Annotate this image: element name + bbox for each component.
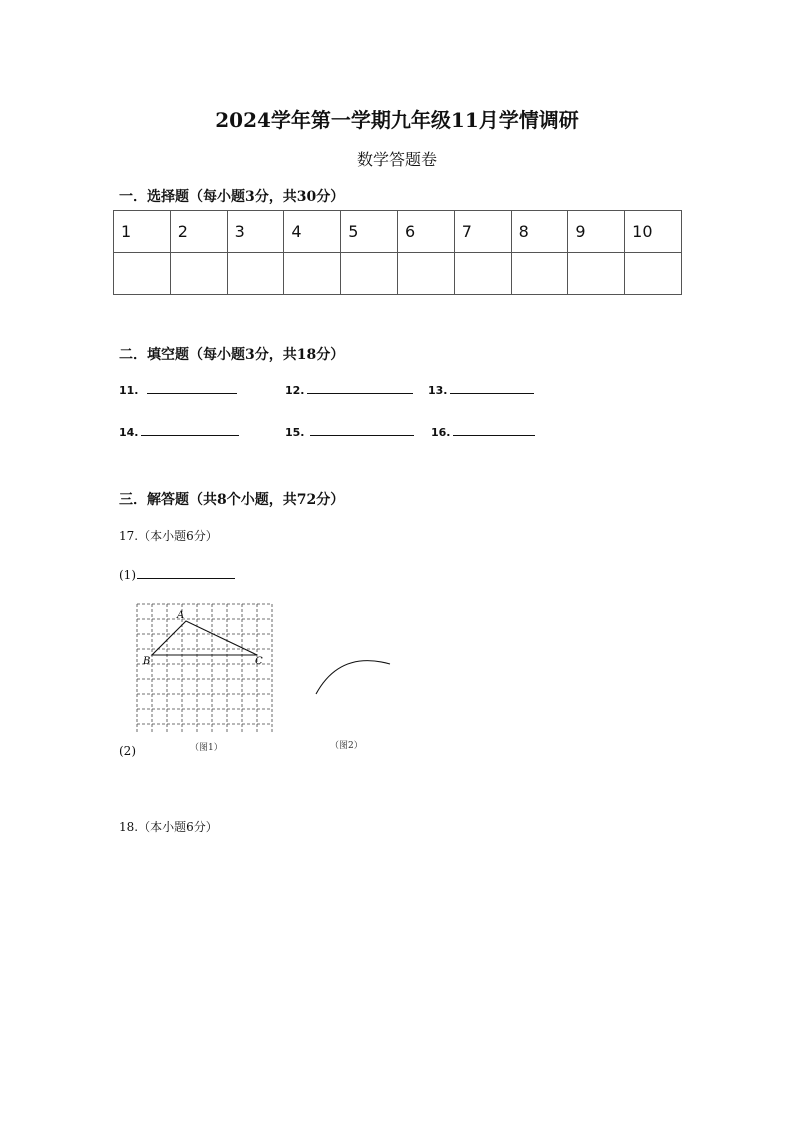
blank-12[interactable]: [285, 383, 413, 397]
question-number-cell: 9: [568, 211, 625, 253]
exam-subtitle: 数学答题卷: [356, 150, 437, 169]
blank-number: 13.: [428, 384, 448, 397]
blank-15[interactable]: [285, 425, 414, 439]
answer-cell[interactable]: [568, 253, 625, 295]
part-number: (1): [119, 568, 136, 582]
triangle-abc: [152, 621, 257, 655]
answer-cell[interactable]: [454, 253, 511, 295]
question-number-cell: 10: [625, 211, 682, 253]
blank-14[interactable]: [119, 425, 239, 439]
question-number-cell: 1: [114, 211, 171, 253]
question-number-cell: 7: [454, 211, 511, 253]
section-2-heading: 二．填空题（每小题3分，共18分）: [119, 347, 345, 363]
question-17-part-2: (2): [119, 744, 136, 758]
blank-11[interactable]: [119, 383, 237, 397]
question-number-cell: 3: [227, 211, 284, 253]
answer-line[interactable]: [141, 425, 239, 436]
section-3-heading: 三．解答题（共8个小题，共72分）: [119, 492, 345, 508]
question-number-cell: 8: [511, 211, 568, 253]
question-18-label: 18.（本小题6分）: [119, 820, 218, 834]
figure-1-caption: （图1）: [190, 743, 223, 753]
blank-number: 12.: [285, 384, 305, 397]
answer-line[interactable]: [147, 383, 237, 394]
question-number-cell: 2: [170, 211, 227, 253]
answer-row: [114, 253, 682, 295]
blank-number: 16.: [431, 426, 451, 439]
answer-line[interactable]: [307, 383, 413, 394]
answer-line[interactable]: [450, 383, 534, 394]
answer-line[interactable]: [453, 425, 535, 436]
exam-title: 2024学年第一学期九年级11月学情调研: [215, 108, 579, 132]
figure-2-arc: [310, 650, 400, 700]
question-17-part-1[interactable]: [119, 568, 235, 582]
answer-cell[interactable]: [170, 253, 227, 295]
point-a-label: A: [177, 610, 185, 621]
answer-cell[interactable]: [341, 253, 398, 295]
answer-line[interactable]: [137, 568, 235, 579]
answer-cell[interactable]: [397, 253, 454, 295]
answer-cell[interactable]: [625, 253, 682, 295]
figure-2-caption: （图2）: [330, 741, 363, 751]
question-number-row: [114, 211, 682, 253]
answer-cell[interactable]: [227, 253, 284, 295]
blank-number: 15.: [285, 426, 305, 439]
blank-number: 14.: [119, 426, 139, 439]
question-number-cell: 4: [284, 211, 341, 253]
choice-answer-table: [113, 210, 682, 295]
point-b-label: B: [143, 656, 151, 667]
answer-line[interactable]: [310, 425, 414, 436]
answer-cell[interactable]: [284, 253, 341, 295]
answer-cell[interactable]: [114, 253, 171, 295]
point-c-label: C: [255, 656, 263, 667]
section-1-heading: 一．选择题（每小题3分，共30分）: [119, 189, 345, 205]
answer-cell[interactable]: [511, 253, 568, 295]
blank-number: 11.: [119, 384, 139, 397]
blank-13[interactable]: [428, 383, 534, 397]
question-number-cell: 5: [341, 211, 398, 253]
question-number-cell: 6: [397, 211, 454, 253]
question-17-label: 17.（本小题6分）: [119, 529, 218, 543]
blank-16[interactable]: [431, 425, 535, 439]
figure-1-grid: [130, 600, 280, 740]
